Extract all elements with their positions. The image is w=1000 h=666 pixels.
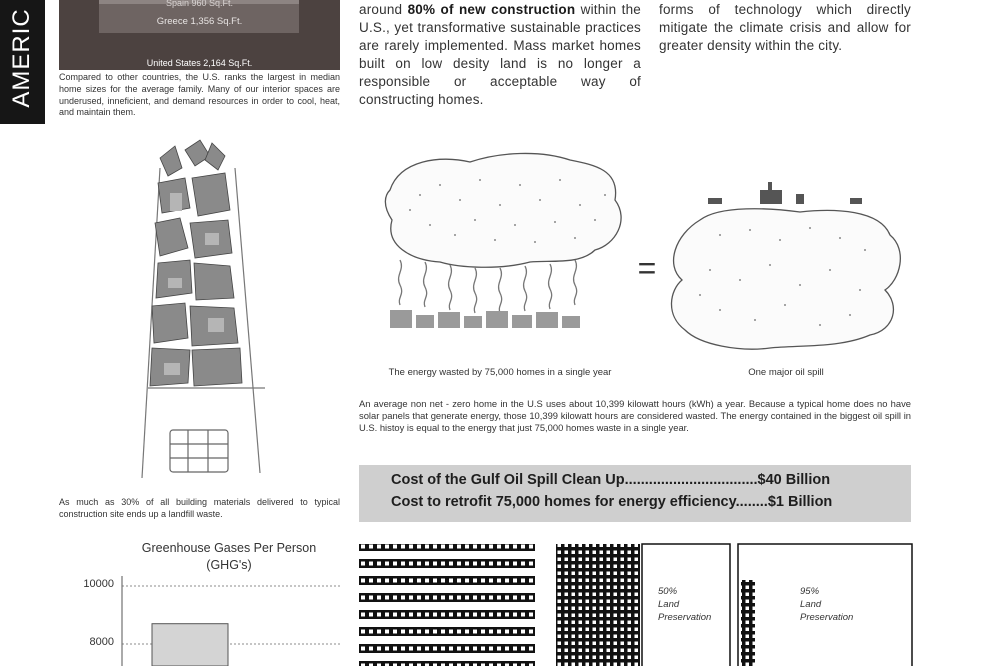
construction-text-before: around (359, 2, 408, 17)
oil-spill-cost-line: Cost of the Gulf Oil Spill Clean Up.................................$40 Billion (391, 472, 831, 488)
retrofit-cost-line: Cost to retrofit 75,000 homes for energy efficiency........$1 Billion (391, 494, 833, 510)
energy-cloud-illustration (380, 150, 630, 330)
ghg-chart (118, 576, 343, 666)
y-tick-label-8000: 8000 (89, 636, 114, 648)
preservation-label-95 (800, 585, 853, 624)
landfill-tower-illustration (130, 138, 280, 483)
construction-text-bold: 80% of new construction (407, 2, 576, 17)
side-title: AMERIC (8, 8, 35, 108)
chart-title-line-1: Greenhouse Gases Per Person (141, 541, 317, 555)
landfill-caption: As much as 30% of all building materials delivered to typical construction site ends up a landfill waste. (59, 497, 340, 519)
preservation-50-word: Preservation (658, 612, 712, 623)
cost-comparison-box (359, 465, 911, 522)
oil-spill-illustration (660, 180, 910, 355)
dense-housing-grid (359, 542, 535, 666)
y-tick-label-10000: 10000 (83, 578, 114, 590)
energy-paragraph: An average non net - zero home in the U.S uses about 10,399 kilowatt hours (kWh) a year. Because a typical home does no have solar panels that generate energy, those 10,399 kilowatt hours are considered wasted. The energy contained in the biggest oil spill in U.S. histoy is equal to the energy that just 75,000 homes waste in a single year. (359, 398, 911, 433)
energy-wasted-caption: The energy wasted by 75,000 homes in a single year (388, 367, 612, 378)
ghg-bar (152, 624, 228, 666)
construction-text-after: within the U.S., yet transformative sustainable practices are rarely implemented. Mass market homes built on low desity land is no longer a responsible or acceptable way of constructing homes. (359, 2, 642, 107)
preservation-label-50 (658, 585, 711, 624)
preservation-50-percent: 50% (658, 586, 678, 597)
preservation-95-land: Land (800, 599, 822, 610)
chart-title (118, 540, 340, 574)
equals-sign: = (637, 250, 657, 286)
home-size-caption: Compared to other countries, the U.S. ranks the largest in median home sizes for the average family. Many of our interior spaces are underused, inneficient, and demand resources in order to cool, heat, and maintain them. (59, 72, 340, 118)
chart-title-line-2: (GHG's) (206, 558, 252, 572)
preservation-50-land: Land (658, 599, 680, 610)
preservation-95-word: Preservation (800, 612, 854, 623)
preservation-95-percent: 95% (800, 586, 820, 597)
greece-size-label: Greece 1,356 Sq.Ft. (156, 16, 243, 27)
spain-size-label: Spain 960 Sq.Ft. (165, 0, 234, 8)
construction-paragraph (359, 1, 641, 109)
side-title-tab (0, 0, 45, 124)
home-size-graphic (59, 0, 340, 70)
technology-paragraph: forms of technology which directly mitigate the climate crisis and allow for greater density within the city. (659, 2, 911, 53)
us-size-label: United States 2,164 Sq.Ft. (146, 58, 253, 68)
oil-spill-caption: One major oil spill (748, 367, 824, 378)
